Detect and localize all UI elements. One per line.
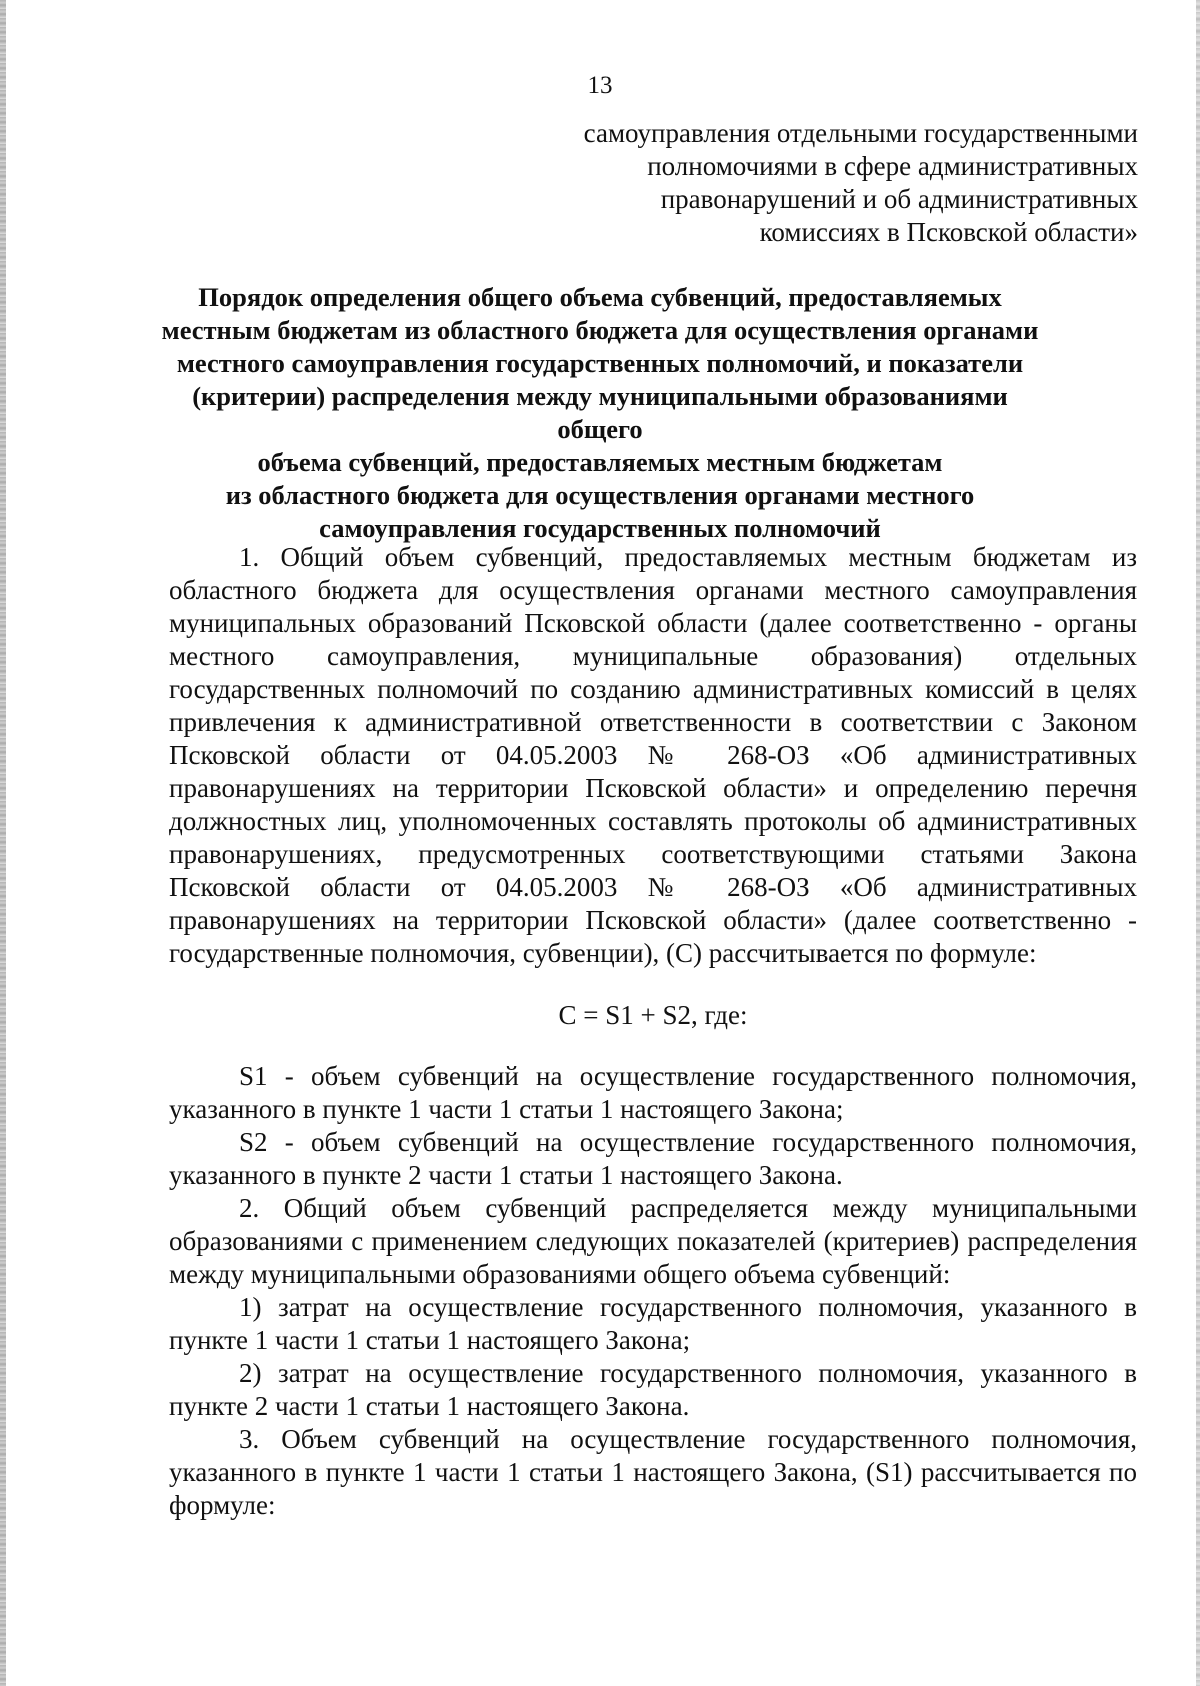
page-number: 13 [587,72,613,99]
title-line: (критерии) распределения между муниципальными образованиями общего [192,381,1008,444]
paragraph-2-item-1: 1) затрат на осуществление государственного полномочия, указанного в пункте 1 части 1 статьи 1 настоящего Закона; [169,1292,1137,1355]
title-line: самоуправления государственных полномочий [319,513,881,543]
paragraph-s2: S2 - объем субвенций на осуществление государственного полномочия, указанного в пункте 2 части 1 статьи 1 настоящего Закона. [169,1127,1137,1190]
paragraph-2-item-2: 2) затрат на осуществление государственного полномочия, указанного в пункте 2 части 1 статьи 1 настоящего Закона. [169,1358,1137,1421]
scan-edge-right [1196,0,1200,1686]
document-title [150,281,1050,545]
header-note-line: полномочиями в сфере административных [647,151,1138,181]
title-line: Порядок определения общего объема субвенций, предоставляемых [198,282,1002,312]
formula-c: С = S1 + S2, где: [558,1000,748,1030]
paragraph-3: 3. Объем субвенций на осуществление государственного полномочия, указанного в пункте 1 части 1 статьи 1 настоящего Закона, (S1) рассчитывается по формуле: [169,1424,1137,1520]
document-body [169,541,1137,1522]
scan-edge-left [0,0,6,1686]
header-note-line: самоуправления отдельными государственными [583,118,1138,148]
title-line: из областного бюджета для осуществления органами местного [225,480,975,510]
header-note [458,117,1138,249]
paragraph-2: 2. Общий объем субвенций распределяется между муниципальными образованиями с применением следующих показателей (критериев) распределения между муниципальными образованиями общего объема субвенций: [169,1193,1137,1289]
title-line: местного самоуправления государственных полномочий, и показатели [176,348,1024,378]
header-note-line: правонарушений и об административных [660,184,1138,214]
header-note-line: комиссиях в Псковской области» [759,217,1138,247]
title-line: объема субвенций, предоставляемых местным бюджетам [257,447,943,477]
paragraph-1: 1. Общий объем субвенций, предоставляемых местным бюджетам из областного бюджета для осуществления органами местного самоуправления муниципальных образований Псковской области (далее соответственно - органы местного самоуправления, муниципальные образования) отдельных государственных полномочий по созданию административных комиссий в целях привлечения к административной ответственности в соответствии с Законом Псковской области от 04.05.2003 № 268-ОЗ «Об административных правонарушениях на территории Псковской области» и определению перечня должностных лиц, уполномоченных составлять протоколы об административных правонарушениях, предусмотренных соответствующими статьями Закона Псковской области от 04.05.2003 № 268-ОЗ «Об административных правонарушениях на территории Псковской области» (далее соответственно - государственные полномочия, субвенции), (С) рассчитывается по формуле: [169,542,1137,968]
paragraph-s1: S1 - объем субвенций на осуществление государственного полномочия, указанного в пункте 1 части 1 статьи 1 настоящего Закона; [169,1061,1137,1124]
title-line: местным бюджетам из областного бюджета для осуществления органами [161,315,1039,345]
